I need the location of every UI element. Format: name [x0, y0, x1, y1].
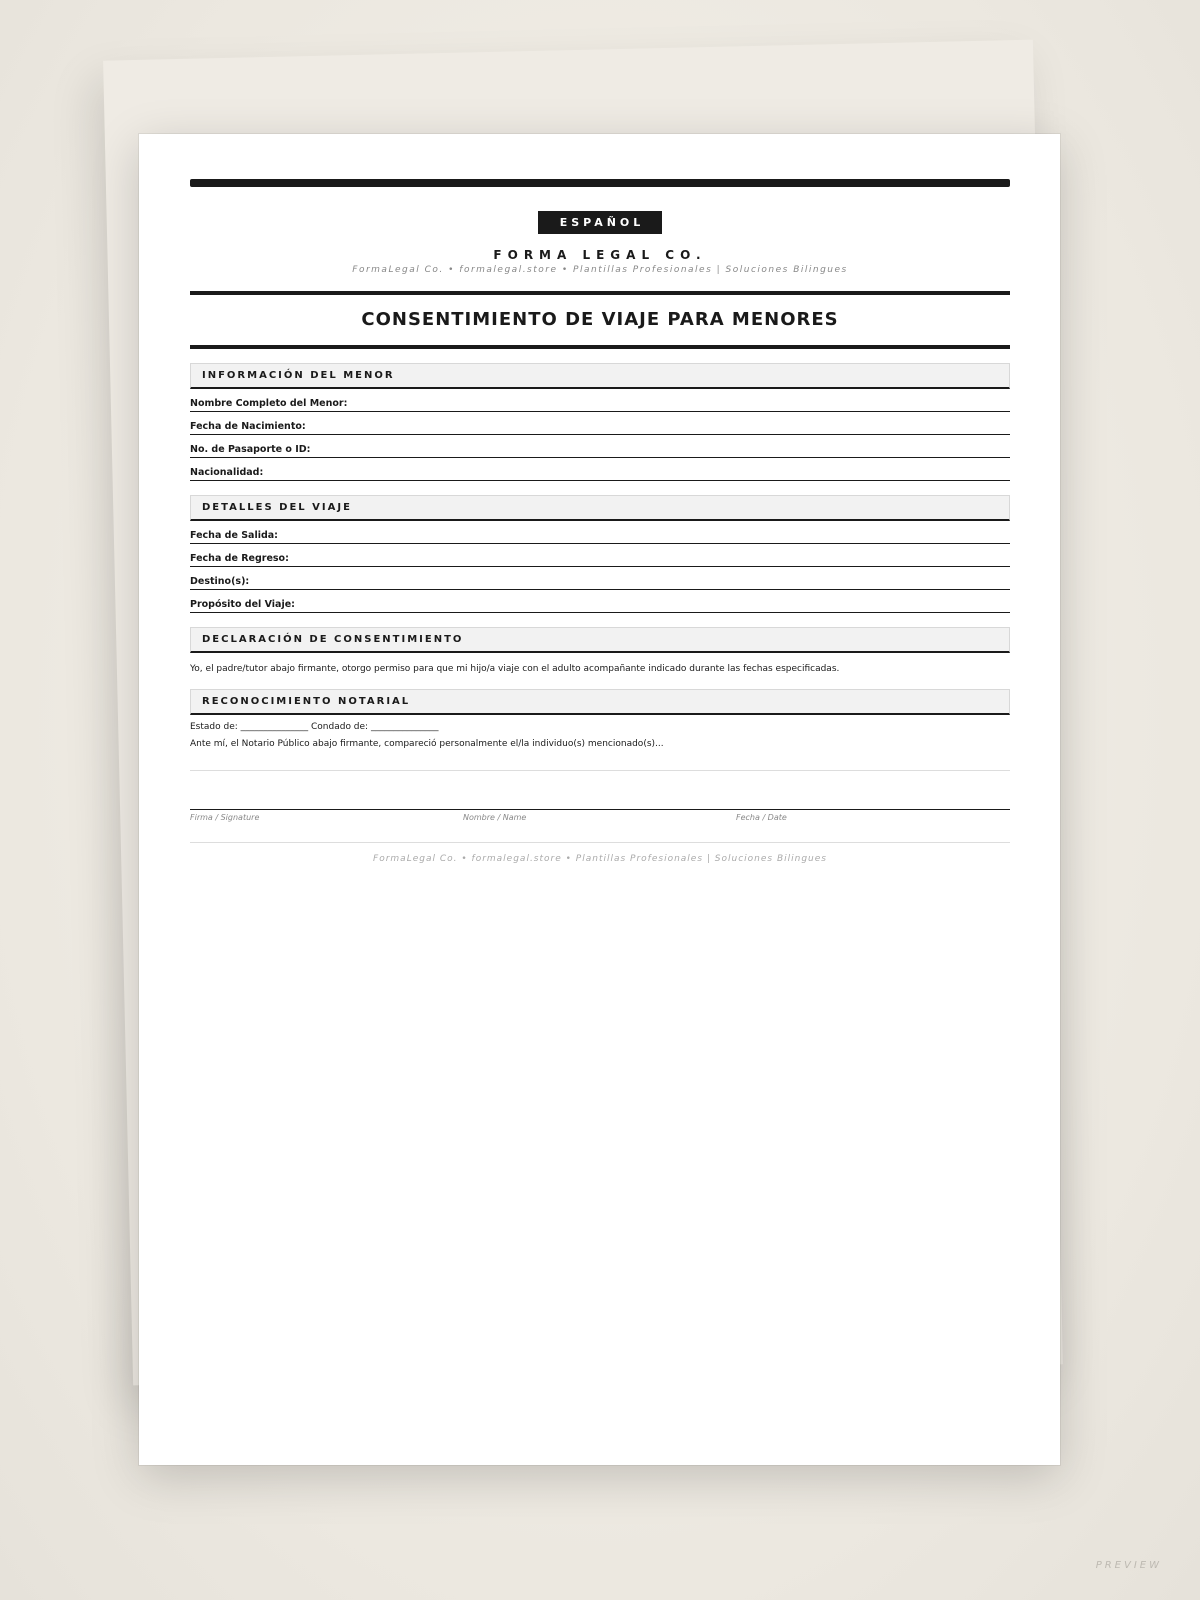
footer-divider [190, 842, 1010, 843]
section-heading-minor-info: INFORMACIÓN DEL MENOR [190, 363, 1010, 389]
preview-watermark: PREVIEW [1095, 1560, 1162, 1571]
footer-text: FormaLegal Co. • formalegal.store • Plantillas Profesionales | Soluciones Bilingues [373, 854, 827, 864]
brand-name: FORMA LEGAL CO. [493, 248, 707, 262]
section-heading-trip-details: DETALLES DEL VIAJE [190, 495, 1010, 521]
document-page [139, 134, 1060, 1465]
signature-label: Firma / Signature [190, 813, 260, 822]
notary-state-county: Estado de: _______________ Condado de: _______________ [190, 722, 439, 732]
title-rule-bottom [190, 345, 1010, 349]
consent-statement: Yo, el padre/tutor abajo firmante, otorgo permiso para que mi hijo/a viaje con el adulto acompañante indicado durante las fechas especificadas. [190, 664, 840, 674]
field-nationality[interactable]: Nacionalidad: [190, 458, 1010, 481]
field-trip-purpose[interactable]: Propósito del Viaje: [190, 590, 1010, 613]
field-return-date[interactable]: Fecha de Regreso: [190, 544, 1010, 567]
divider [190, 770, 1010, 771]
date-label: Fecha / Date [736, 813, 787, 822]
top-bar [190, 179, 1010, 187]
signature-labels [190, 813, 1010, 822]
field-minor-full-name[interactable]: Nombre Completo del Menor: [190, 389, 1010, 412]
document-content [190, 179, 1010, 864]
section-heading-notary: RECONOCIMIENTO NOTARIAL [190, 689, 1010, 715]
field-departure-date[interactable]: Fecha de Salida: [190, 521, 1010, 544]
signature-line[interactable] [190, 809, 1010, 810]
field-passport-id[interactable]: No. de Pasaporte o ID: [190, 435, 1010, 458]
field-birth-date[interactable]: Fecha de Nacimiento: [190, 412, 1010, 435]
document-title: CONSENTIMIENTO DE VIAJE PARA MENORES [361, 309, 839, 330]
notary-statement: Ante mí, el Notario Público abajo firmante, compareció personalmente el/la individuo(s) mencionado(s)... [190, 739, 664, 749]
brand-tagline: FormaLegal Co. • formalegal.store • Plantillas Profesionales | Soluciones Bilingues [352, 265, 848, 275]
name-label: Nombre / Name [463, 813, 527, 822]
section-heading-consent: DECLARACIÓN DE CONSENTIMIENTO [190, 627, 1010, 653]
field-destinations[interactable]: Destino(s): [190, 567, 1010, 590]
title-rule-top [190, 291, 1010, 295]
language-badge: ESPAÑOL [538, 211, 663, 234]
language-badge-wrap [190, 211, 1010, 234]
